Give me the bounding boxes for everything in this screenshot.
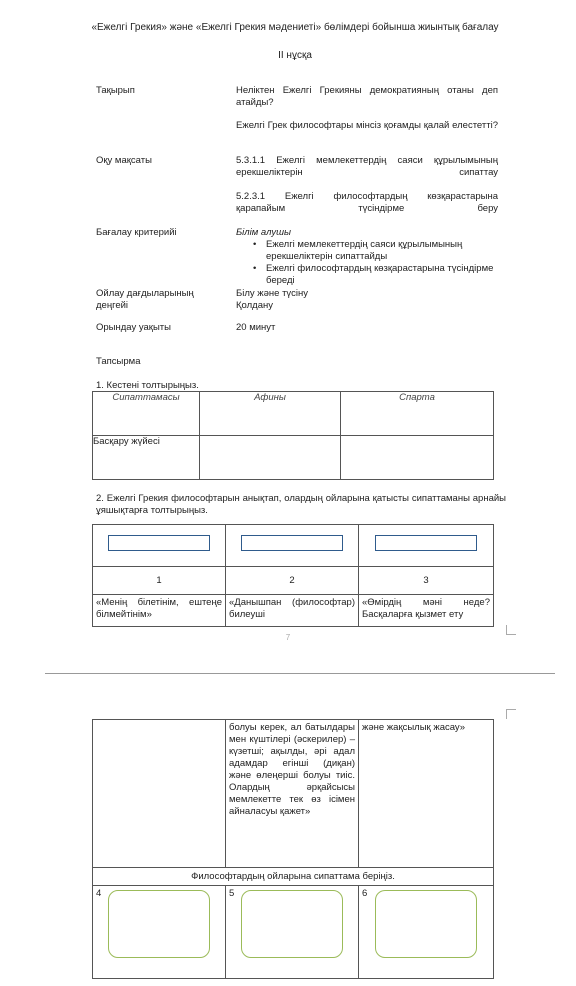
table-header-sparta: Спарта [341,392,494,436]
quote-3-part-1: «Өмірдің мәні неде? Басқаларға қызмет ету [359,595,494,627]
table-athens-sparta [92,391,494,480]
number-4: 4 [96,888,102,899]
page-number: 7 [285,633,291,642]
answer-box-3[interactable] [375,535,477,551]
skill-1: Білу және түсіну [236,288,309,299]
table-philosophers [92,524,494,627]
number-1: 1 [93,567,226,595]
topic-question-2: Ежелгі Грек философтары мінсіз қоғамды қалай елестетті? [236,120,498,131]
page-corner-mark [506,625,516,635]
answer-cell-3[interactable] [359,525,494,567]
goal-1: 5.3.1.1 Ежелгі мемлекеттердің саяси құрылымының ерекшеліктерін сипаттау [236,155,498,178]
criteria-item: • Ежелгі философтардың көзқарастарына түсіндірме береді [236,263,498,287]
quote-3-part-2: және жақсылық жасау» [359,720,494,868]
table-header-characteristic: Сипаттамасы [93,392,200,436]
number-2: 2 [226,567,359,595]
skill-2: Қолдану [236,300,273,311]
table-row-label-government: Басқару жүйесі [93,436,200,480]
description-box-4[interactable] [108,890,210,958]
time-label: Орындау уақыты [96,322,171,333]
answer-cell-2[interactable] [226,525,359,567]
criteria-item: • Ежелгі мемлекеттердің саяси құрылымының ерекшеліктерін сипаттайды [236,239,498,263]
number-3: 3 [359,567,494,595]
table-header-athens: Афины [200,392,341,436]
skill-label: Ойлау дағдыларының деңгейі [96,288,194,311]
table-cell-athens-answer[interactable] [200,436,341,480]
time-value: 20 минут [236,322,276,333]
answer-box-2[interactable] [241,535,343,551]
number-5: 5 [229,888,235,899]
criteria-list [236,239,498,287]
task-heading: Тапсырма [96,356,141,367]
description-box-5[interactable] [241,890,343,958]
quote-1: «Менің білетінім, ештеңе білмейтінім» [93,595,226,627]
continued-cell-1 [93,720,226,868]
goal-label: Оқу мақсаты [96,155,152,166]
quote-2-part-1: «Данышпан (философтар) билеуші [226,595,359,627]
question-1: 1. Кестені толтырыңыз. [96,380,199,391]
document-title: «Ежелгі Грекия» және «Ежелгі Грекия мәдениеті» бөлімдері бойынша жиынтық бағалау [91,22,499,33]
description-cell-4[interactable] [93,886,226,979]
table-cell-sparta-answer[interactable] [341,436,494,480]
number-6: 6 [362,888,368,899]
criteria-block [236,227,498,287]
page-break-divider [45,673,555,674]
goal-2: 5.2.3.1 Ежелгі философтардың көзқарастарына қарапайым түсіндірме беру [236,191,498,214]
description-box-6[interactable] [375,890,477,958]
question-2: 2. Ежелгі Грекия философтарын анықтап, олардың ойларына қатысты сипаттаманы арнайы ұяшықтарға толтырыңыз. [96,493,506,516]
describe-instruction: Философтардың ойларына сипаттама беріңіз. [93,868,494,886]
variant-label: II нұсқа [278,50,312,61]
criteria-title: Білім алушы [236,227,291,238]
description-cell-6[interactable] [359,886,494,979]
topic-question-1: Неліктен Ежелгі Грекияны демократияның отаны деп атайды? [236,85,498,108]
answer-cell-1[interactable] [93,525,226,567]
criteria-label: Бағалау критерийі [96,227,177,238]
quote-2-part-2: болуы керек, ал батылдары мен күштілері (әскерилер) – күзетші; ақылды, әрі адал адамдар егінші (диқан) және өлеңерші болуы тиіс. Олардың әрқайсысы мемлекетте тек өз ісімен айналасуы қажет» [226,720,359,868]
page-corner-mark [506,709,516,719]
answer-box-1[interactable] [108,535,210,551]
topic-label: Тақырып [96,85,135,96]
description-cell-5[interactable] [226,886,359,979]
table-philosophers-continued [92,719,494,979]
